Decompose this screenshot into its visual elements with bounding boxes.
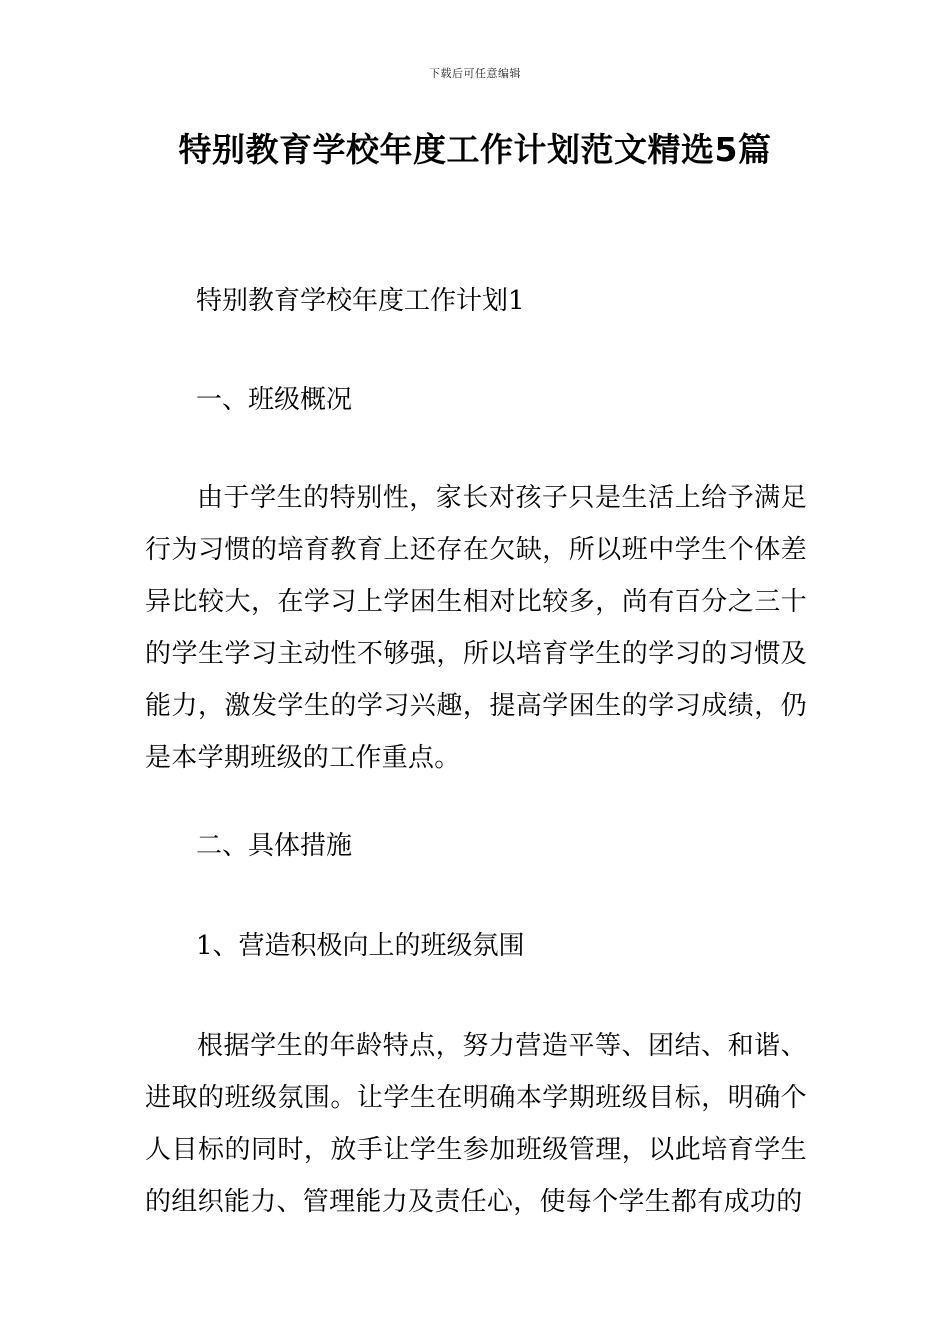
plan-heading: 特别教育学校年度工作计划1 <box>196 286 525 316</box>
section-heading-overview: 一、班级概况 <box>196 385 353 415</box>
subsection-heading-atmosphere: 1、营造积极向上的班级氛围 <box>196 931 525 961</box>
atmosphere-paragraph: 根据学生的年龄特点，努力营造平等、团结、和谐、进取的班级氛围。让学生在明确本学期班级目标，明确个人目标的同时，放手让学生参加班级管理，以此培育学生的组织能力、管理能力及责任心，使每个学生都有成功的 <box>145 1031 807 1217</box>
section-heading-measures: 二、具体措施 <box>196 831 353 861</box>
header-note: 下载后可任意编辑 <box>429 67 521 80</box>
overview-paragraph: 由于学生的特别性，家长对孩子只是生活上给予满足行为习惯的培育教育上还存在欠缺，所以班中学生个体差异比较大，在学习上学困生相对比较多，尚有百分之三十的学生学习主动性不够强，所以培育学生的学习的习惯及能力，激发学生的学习兴趣，提高学困生的学习成绩，仍是本学期班级的工作重点。 <box>145 483 807 773</box>
document-title: 特别教育学校年度工作计划范文精选5篇 <box>178 130 772 169</box>
